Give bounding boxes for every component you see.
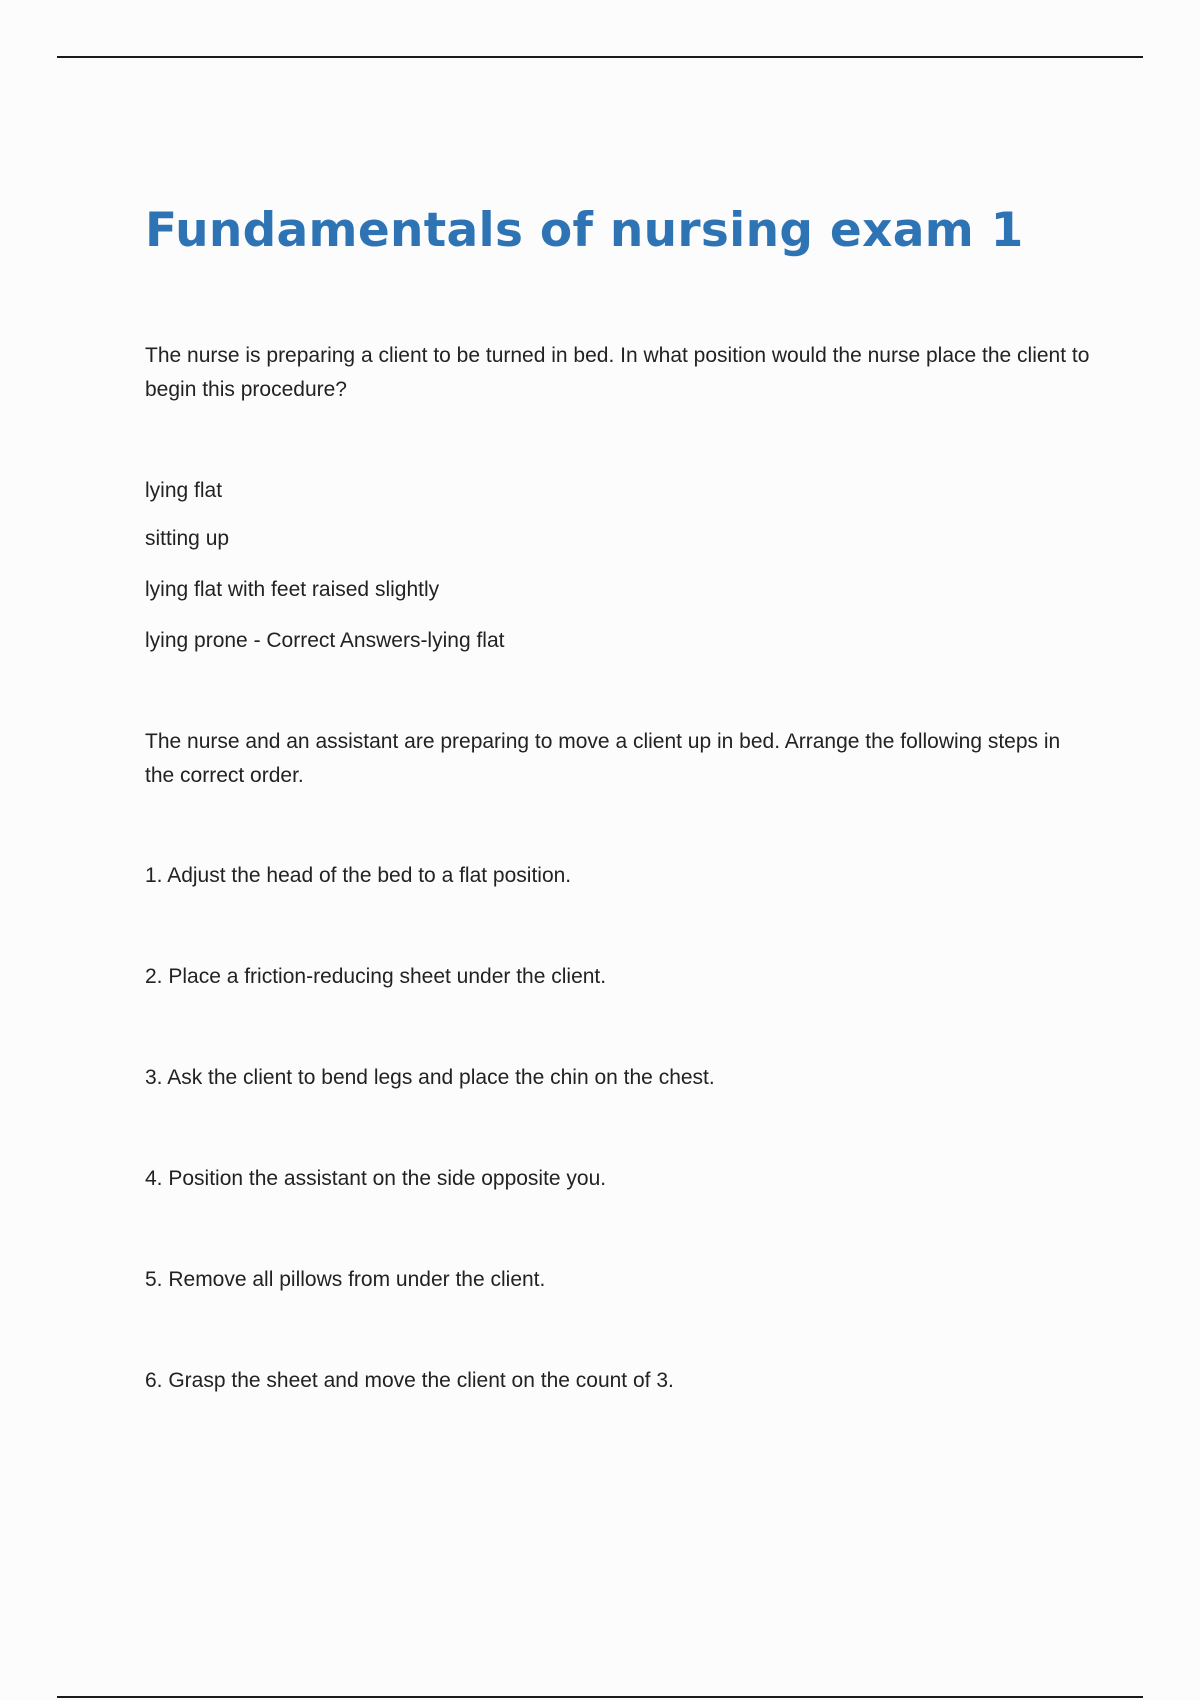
question-2-step: 5. Remove all pillows from under the client. [145, 1268, 546, 1291]
question-2-step: 1. Adjust the head of the bed to a flat position. [145, 864, 572, 887]
question-2-step: 3. Ask the client to bend legs and place the chin on the chest. [145, 1066, 715, 1089]
question-1-option: lying flat [145, 479, 223, 502]
page-title: Fundamentals of nursing exam 1 [145, 203, 1024, 258]
question-2-step: 4. Position the assistant on the side opposite you. [145, 1167, 607, 1190]
question-2-step: 2. Place a friction-reducing sheet under the client. [145, 965, 607, 988]
top-rule [57, 56, 1143, 58]
question-2-text: The nurse and an assistant are preparing to move a client up in bed. Arrange the following steps in the correct order. [145, 730, 1061, 787]
question-1-text: The nurse is preparing a client to be turned in bed. In what position would the nurse place the client to begin this procedure? [145, 344, 1090, 401]
question-1-option: sitting up [145, 527, 230, 550]
question-2-step: 6. Grasp the sheet and move the client on the count of 3. [145, 1369, 674, 1392]
question-1-option: lying flat with feet raised slightly [145, 578, 440, 601]
bottom-rule [57, 1696, 1143, 1698]
question-1-option-with-answer: lying prone - Correct Answers-lying flat [145, 629, 505, 652]
